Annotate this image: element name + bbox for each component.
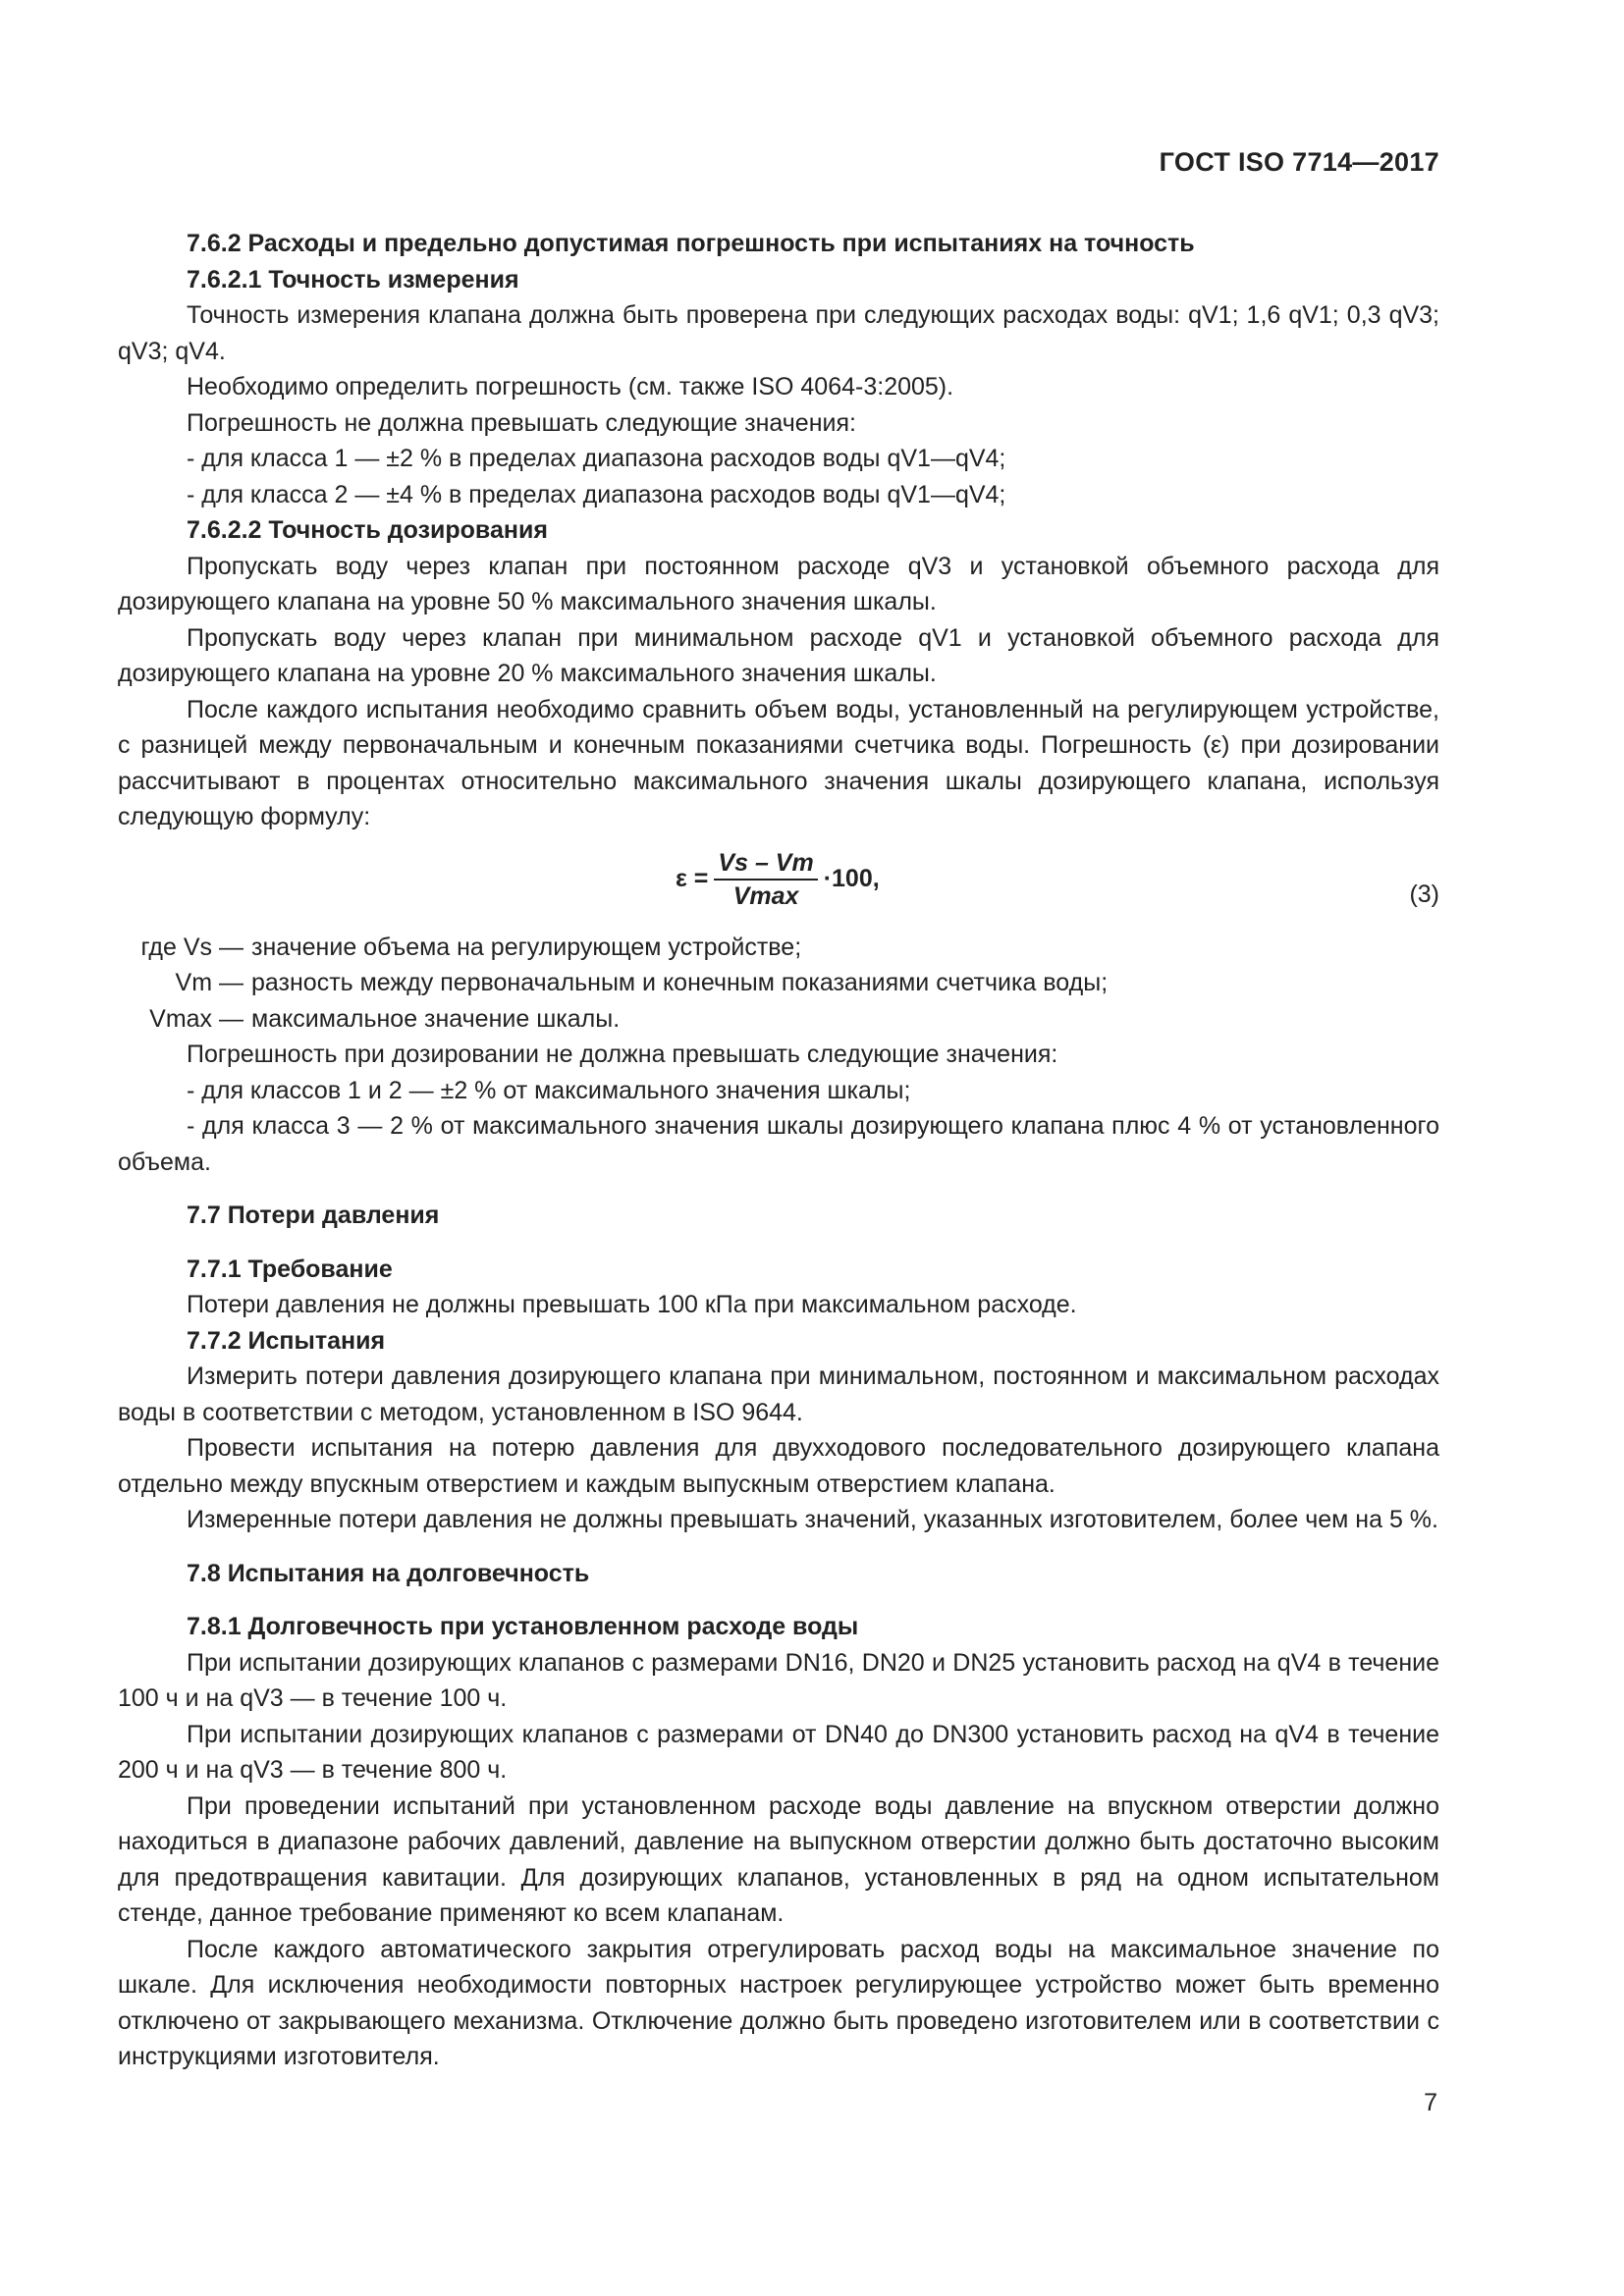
section-7-6-2-1-title: 7.6.2.1 Точность измерения	[187, 265, 519, 294]
definition-symbol: Vmax —	[149, 1004, 244, 1033]
section-7-8-title: 7.8 Испытания на долговечность	[187, 1559, 590, 1587]
list-item: - для класса 3 — 2 % от максимального значения шкалы дозирующего клапана плюс 4 % от установленного объема.	[118, 1112, 1439, 1176]
page-number: 7	[1424, 2089, 1437, 2116]
paragraph: При испытании дозирующих клапанов с размерами от DN40 до DN300 установить расход на qV4 в течение 200 ч и на qV3 — в течение 800 ч.	[118, 1720, 1439, 1784]
section-7-6-2-title: 7.6.2 Расходы и предельно допустимая погрешность при испытаниях на точность	[187, 230, 1195, 257]
paragraph: При испытании дозирующих клапанов с размерами DN16, DN20 и DN25 установить расход на qV4 в течение 100 ч и на qV3 — в течение 100 ч.	[118, 1648, 1439, 1712]
formula-expression	[676, 849, 880, 910]
paragraph: После каждого испытания необходимо сравнить объем воды, установленный на регулирующем устройстве, с разницей между первоначальным и конечным показаниями счетчика воды. Погрешность (ε) при дозировании рассчитывают в процентах относительно максимального значения шкалы дозирующего клапана, используя следующую формулу:	[118, 695, 1439, 830]
paragraph: Пропускать воду через клапан при постоянном расходе qV3 и установкой объемного расхода для дозирующего клапана на уровне 50 % максимального значения шкалы.	[118, 552, 1439, 615]
formula-denominator: Vmax	[732, 881, 799, 910]
document-header: ГОСТ ISO 7714—2017	[1159, 147, 1439, 177]
paragraph: Точность измерения клапана должна быть проверена при следующих расходах воды: qV1; 1,6 qV1; 0,3 qV3; qV3; qV4.	[118, 301, 1439, 365]
definition-text: значение объема на регулирующем устройстве;	[251, 933, 802, 961]
section-7-8-1-title: 7.8.1 Долговечность при установленном расходе воды	[187, 1613, 859, 1640]
paragraph: Погрешность не должна превышать следующие значения:	[187, 408, 856, 437]
formula-3	[118, 845, 1439, 924]
formula-definitions	[118, 930, 1439, 1038]
paragraph: Пропускать воду через клапан при минимальном расходе qV1 и установкой объемного расхода для дозирующего клапана на уровне 20 % максимального значения шкалы.	[118, 623, 1439, 687]
definition-text: разность между первоначальным и конечным показаниями счетчика воды;	[251, 969, 1109, 996]
section-7-7-2-title: 7.7.2 Испытания	[187, 1326, 386, 1355]
paragraph: Измерить потери давления дозирующего клапана при минимальном, постоянном и максимальном расходах воды в соответствии с методом, установленном в ISO 9644.	[118, 1362, 1439, 1426]
definition-symbol: Vm —	[175, 969, 244, 996]
section-7-7-title: 7.7 Потери давления	[187, 1201, 440, 1229]
definition-row	[118, 1001, 1439, 1038]
definition-text: максимальное значение шкалы.	[251, 1004, 621, 1033]
formula-lhs: ε =	[676, 865, 709, 893]
paragraph: Провести испытания на потерю давления для двухходового последовательного дозирующего клапана отдельно между впускным отверстием и каждым выпускным отверстием клапана.	[118, 1434, 1439, 1498]
formula-numerator: Vs – Vm	[714, 849, 817, 881]
formula-number: (3)	[1409, 880, 1439, 908]
paragraph: После каждого автоматического закрытия отрегулировать расход воды на максимальное значение по шкале. Для исключения необходимости повторных настроек регулирующее устройство может быть временно отключено от закрывающего механизма. Отключение должно быть проведено изготовителем или в соответствии с инструкциями изготовителя.	[118, 1935, 1439, 2070]
paragraph: Необходимо определить погрешность (см. также ISO 4064-3:2005).	[187, 373, 954, 400]
paragraph: Потери давления не должны превышать 100 кПа при максимальном расходе.	[187, 1291, 1077, 1318]
definition-row	[118, 930, 1439, 966]
list-item: - для классов 1 и 2 — ±2 % от максимального значения шкалы;	[187, 1076, 911, 1104]
paragraph: При проведении испытаний при установленном расходе воды давление на впускном отверстии должно находиться в диапазоне рабочих давлений, давление на выпускном отверстии должно быть достаточно высоким для предотвращения кавитации. Для дозирующих клапанов, установленных в ряд на одном испытательном стенде, данное требование применяют ко всем клапанам.	[118, 1791, 1439, 1927]
list-item: - для класса 1 — ±2 % в пределах диапазона расходов воды qV1—qV4;	[187, 445, 1006, 472]
section-7-7-1-title: 7.7.1 Требование	[187, 1255, 393, 1283]
paragraph: Измеренные потери давления не должны превышать значений, указанных изготовителем, более чем на 5 %.	[187, 1506, 1438, 1533]
paragraph: Погрешность при дозировании не должна превышать следующие значения:	[187, 1041, 1058, 1068]
list-item: - для класса 2 — ±4 % в пределах диапазона расходов воды qV1—qV4;	[187, 480, 1006, 508]
definition-row	[118, 965, 1439, 1001]
formula-rhs: ·100,	[823, 865, 880, 893]
section-7-6-2-2-title: 7.6.2.2 Точность дозирования	[187, 516, 548, 544]
page-content	[118, 226, 1439, 2075]
formula-fraction	[714, 849, 817, 910]
definition-symbol: где Vs —	[140, 933, 244, 961]
